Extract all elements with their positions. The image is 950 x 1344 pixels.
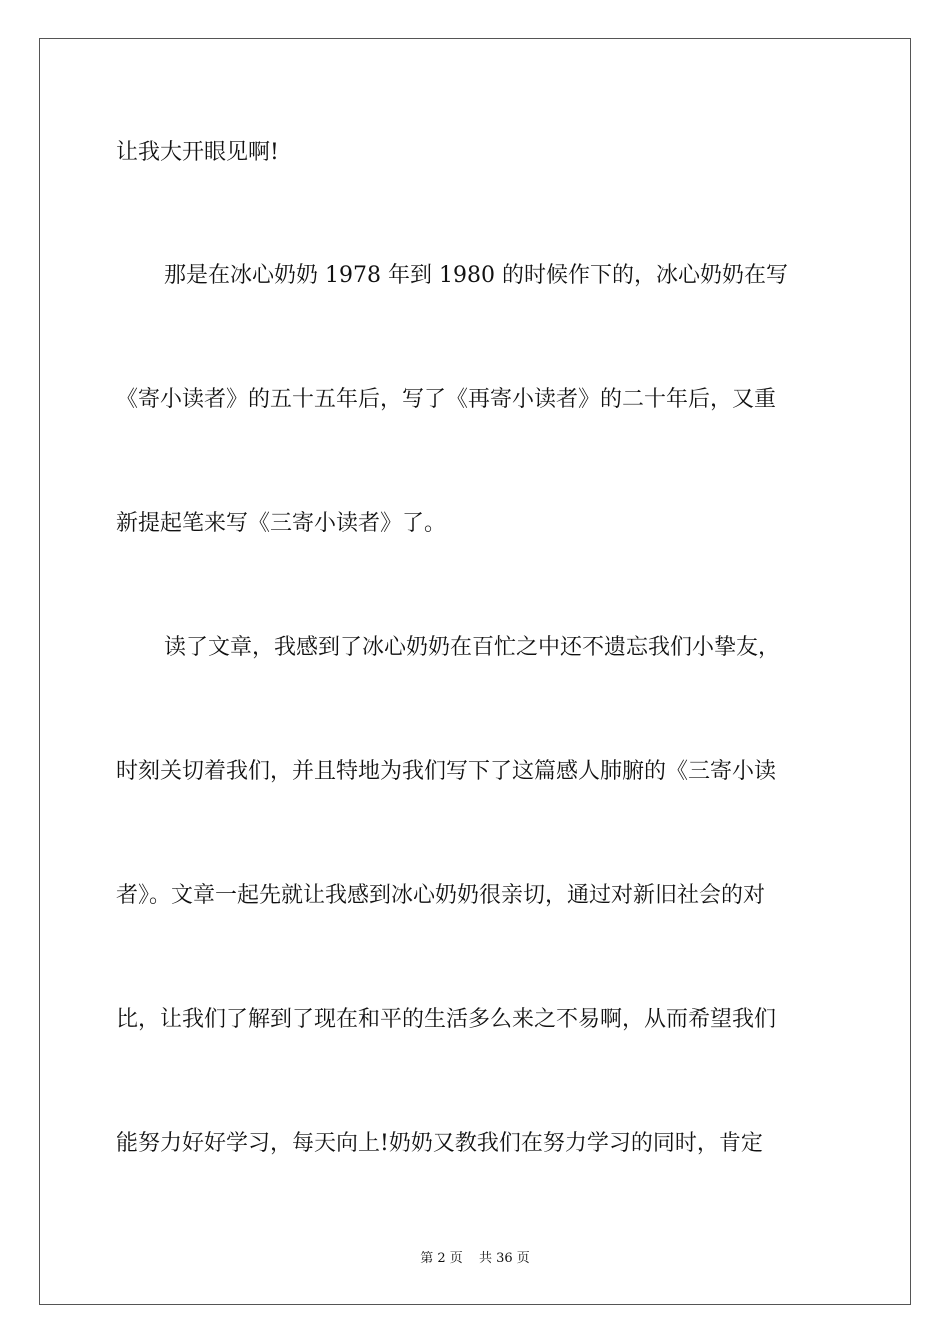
text-line-4: 新提起笔来写《三寄小读者》了。 [116, 511, 447, 536]
text-line-5: 读了文章，我感到了冰心奶奶在百忙之中还不遗忘我们小挚友， [164, 635, 781, 660]
page-border [39, 38, 911, 1305]
page-number: 第 2 页 [420, 1251, 463, 1266]
text-line-2: 那是在冰心奶奶 1978 年到 1980 的时候作下的，冰心奶奶在写 [164, 263, 788, 288]
page-footer [0, 1247, 950, 1266]
page-total: 共 36 页 [478, 1251, 530, 1266]
text-line-8: 比，让我们了解到了现在和平的生活多么来之不易啊，从而希望我们 [116, 1007, 777, 1032]
text-line-7: 者》。文章一起先就让我感到冰心奶奶很亲切，通过对新旧社会的对 [116, 883, 766, 908]
text-line-6: 时刻关切着我们，并且特地为我们写下了这篇感人肺腑的《三寄小读 [116, 759, 777, 784]
text-line-9: 能努力好好学习，每天向上!奶奶又教我们在努力学习的同时，肯定 [116, 1131, 763, 1156]
text-line-3: 《寄小读者》的五十五年后，写了《再寄小读者》的二十年后，又重 [116, 387, 777, 412]
text-line-1: 让我大开眼见啊! [116, 140, 279, 165]
